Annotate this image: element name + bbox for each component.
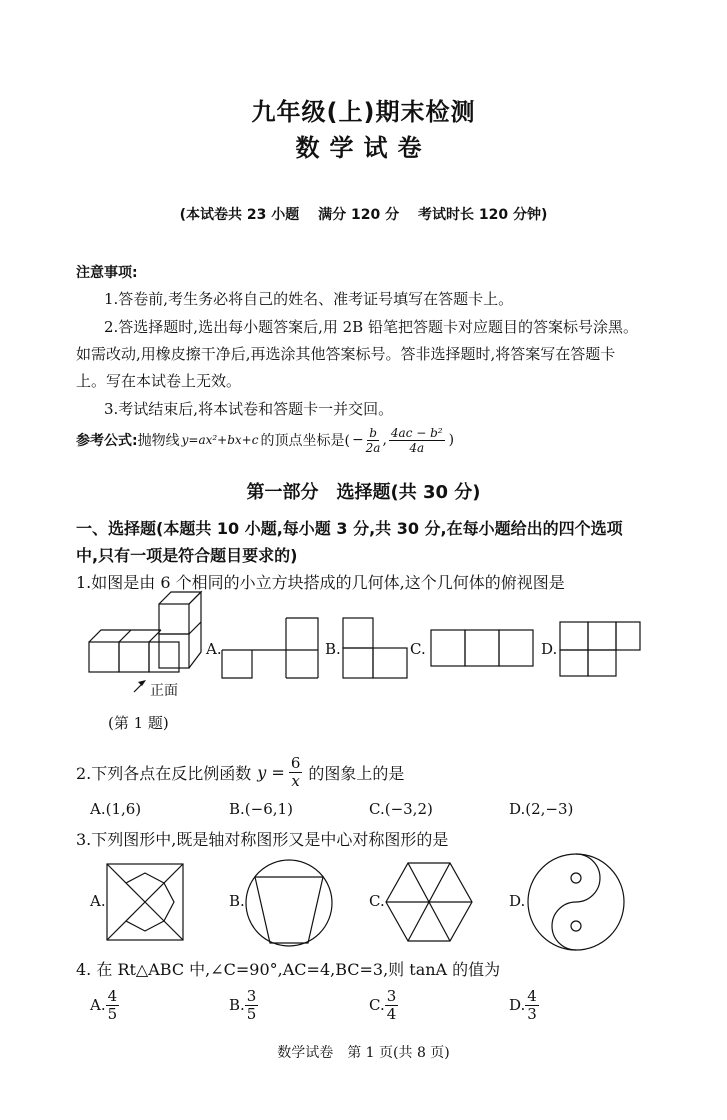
q1-stem: 1.如图是由 6 个相同的小立方块搭成的几何体,这个几何体的俯视图是 (76, 573, 565, 592)
q1-solid-figure (80, 596, 210, 716)
q3-option-c-figure (384, 860, 474, 944)
note-2-line1: 2.答选择题时,选出每小题答案后,用 2B 铅笔把答题卡对应题目的答案标号涂黑。 (104, 318, 638, 336)
q3-option-d-figure (526, 852, 626, 952)
section-instructions-line1: 一、选择题(本题共 10 小题,每小题 3 分,共 30 分,在每小题给出的四个选项 (76, 519, 623, 538)
q2-option-a: A.(1,6) (90, 800, 142, 818)
note-2-line2: 如需改动,用橡皮擦干净后,再选涂其他答案标号。答非选择题时,将答案写在答题卡 (76, 345, 616, 363)
page-footer: 数学试卷 第 1 页(共 8 页) (277, 1045, 450, 1061)
reference-formula: 参考公式: 抛物线 y=ax²+bx+c 的顶点坐标是( − $\frac{b}{2a}$ , $\frac{\text{4ac − b²}}{4a}$ ) (76, 425, 455, 455)
formula-text2: 的顶点坐标是( (260, 433, 350, 449)
q3-option-b-label: B. (229, 892, 245, 910)
note-1: 1.答卷前,考生务必将自己的姓名、准考证号填写在答题卡上。 (104, 290, 514, 308)
q4-option-a: A. $\frac{4}{5}$ (90, 986, 118, 1023)
formula-expr: y=ax²+bx+c (181, 433, 259, 447)
section-instructions-line2: 中,只有一项是符合题目要求的) (76, 546, 298, 565)
q4-option-b: B. $\frac{3}{5}$ (229, 986, 257, 1023)
q1-option-c-figure (429, 628, 539, 668)
q4-option-c: C. $\frac{3}{4}$ (369, 986, 397, 1023)
vertex-y-fraction: $\frac{\text{4ac − b²}}{4a}$ (390, 425, 443, 455)
q2-option-c: C.(−3,2) (369, 800, 433, 818)
exam-title: 九年级(上)期末检测 (251, 98, 476, 126)
q1-option-b-figure (341, 616, 413, 680)
q1-option-d-figure (558, 620, 644, 678)
q3-option-a-figure (105, 862, 185, 942)
part1-heading: 第一部分 选择题(共 30 分) (246, 482, 481, 503)
note-2-line3: 上。写在本试卷上无效。 (76, 372, 242, 390)
q1-option-a-label: A. (206, 640, 222, 658)
vertex-x-fraction: $\frac{b}{2a}$ (365, 425, 381, 455)
q3-option-c-label: C. (369, 892, 385, 910)
formula-label: 参考公式: (76, 433, 138, 449)
q3-option-a-label: A. (90, 892, 106, 910)
q4-option-d: D. $\frac{4}{3}$ (509, 986, 537, 1023)
q1-front-label: 正面 (150, 683, 178, 699)
q3-option-b-figure (244, 858, 334, 948)
q3-option-d-label: D. (509, 892, 526, 910)
q1-option-d-label: D. (541, 640, 558, 658)
q1-option-b-label: B. (325, 640, 341, 658)
q2-option-b: B.(−6,1) (229, 800, 293, 818)
q3-stem: 3.下列图形中,既是轴对称图形又是中心对称图形的是 (76, 830, 449, 849)
note-3: 3.考试结束后,将本试卷和答题卡一并交回。 (104, 400, 394, 418)
q2-option-d: D.(2,−3) (509, 800, 574, 818)
q2-stem: 2.下列各点在反比例函数 y = $\frac{6}{x}$ 的图象上的是 (76, 753, 405, 790)
q1-option-a-figure (222, 616, 322, 680)
exam-info: (本试卷共 23 小题 满分 120 分 考试时长 120 分钟) (179, 207, 548, 223)
q4-stem: 4. 在 Rt△ABC 中,∠C=90°,AC=4,BC=3,则 tanA 的值为 (76, 960, 501, 979)
q1-caption: (第 1 题) (108, 714, 169, 732)
notes-heading: 注意事项: (76, 265, 138, 281)
formula-text: 抛物线 (137, 433, 180, 449)
exam-subject-title: 数学试卷 (295, 134, 432, 162)
q1-option-c-label: C. (410, 640, 426, 658)
